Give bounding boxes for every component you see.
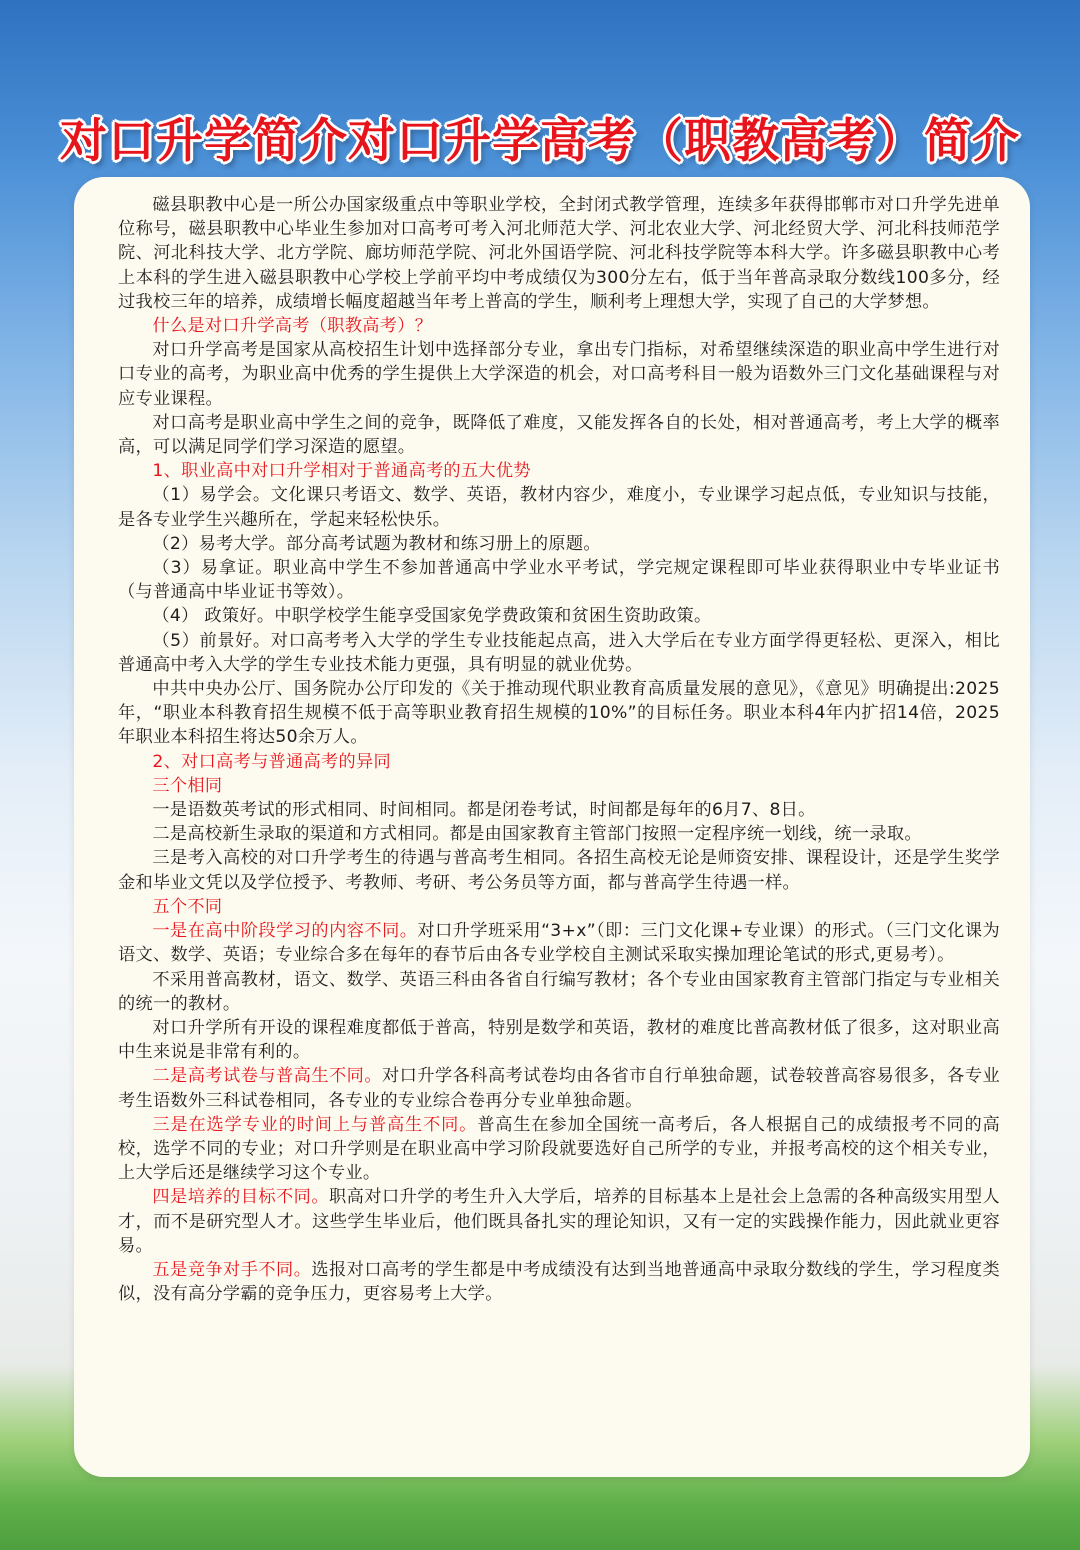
difference-lead-1: 一是在高中阶段学习的内容不同。 xyxy=(152,921,418,942)
difference-item-2 xyxy=(118,1064,1000,1112)
advantage-item-2: （2）易考大学。部分高考试题为教材和练习册上的原题。 xyxy=(152,533,601,554)
competition-paragraph: 对口高考是职业高中学生之间的竞争，既降低了难度，又能发挥各自的长处，相对普通高考，考上大学的概率高，可以满足同学们学习深造的愿望。 xyxy=(118,412,1000,458)
intro-paragraph: 磁县职教中心是一所公办国家级重点中等职业学校，全封闭式教学管理，连续多年获得邯郸市对口升学先进单位称号，磁县职教中心毕业生参加对口高考可考入河北师范大学、河北农业大学、河北经贸大学、河北科技师范学院、河北科技大学、北方学院、廊坊师范学院、河北外国语学院、河北科技学院等本科大学。许多磁县职教中心考上本科的学生进入磁县职教中心学校上学前平均中考成绩仅为300分左右，低于当年普高录取分数线100多分，经过我校三年的培养，成绩增长幅度超越当年考上普高的学生，顺利考上理想大学，实现了自己的大学梦想。 xyxy=(118,195,1000,312)
difference-text-4: 职高对口升学的考生升入大学后，培养的目标基本上是社会上急需的各种高级实用型人才，而不是研究型人才。这些学生毕业后，他们既具备扎实的理论知识，又有一定的实践操作能力，因此就业更容易。 xyxy=(118,1187,1000,1256)
section-heading-what-is: 什么是对口升学高考（职教高考）？ xyxy=(152,316,433,337)
page-title: 对口升学简介对口升学高考（职教高考）简介 xyxy=(60,114,1020,169)
difference-item-1b: 不采用普高教材，语文、数学、英语三科由各省自行编写教材；各个专业由国家教育主管部门指定与专业相关的统一的教材。 xyxy=(118,969,1000,1014)
policy-paragraph: 中共中央办公厅、国务院办公厅印发的《关于推动现代职业教育高质量发展的意见》，《意见》明确提出:2025年，“职业本科教育招生规模不低于高等职业教育招生规模的10%”的目标任务。职业本科4年内扩招14倍，2025年职业本科招生将达50余万人。 xyxy=(118,679,1000,748)
difference-text-5: 选报对口高考的学生都是中考成绩没有达到当地普通高中录取分数线的学生，学习程度类似，没有高分学霸的竞争压力，更容易考上大学。 xyxy=(118,1259,1001,1305)
advantage-item-3: （3）易拿证。职业高中学生不参加普通高中学业水平考试，学完规定课程即可毕业获得职业中专毕业证书（与普通高中毕业证书等效）。 xyxy=(118,558,1000,603)
subheading-five-different: 五个不同 xyxy=(152,896,223,917)
difference-item-3 xyxy=(118,1113,1000,1186)
same-item-1: 一是语数英考试的形式相同、时间相同。都是闭卷考试，时间都是每年的6月7、8日。 xyxy=(152,800,816,821)
difference-text-2: 对口升学各科高考试卷均由各省市自行单独命题，试卷较普高容易很多，各专业考生语数外三科试卷相同，各专业的专业综合卷再分专业单独命题。 xyxy=(118,1066,1000,1111)
difference-text-3: 普高生在参加全国统一高考后，各人根据自己的成绩报考不同的高校，选学不同的专业；对口升学则是在职业高中学习阶段就要选好自己所学的专业，并报考高校的这个相关专业，上大学后还是继续学习这个专业。 xyxy=(118,1114,1000,1184)
difference-text-1: 对口升学班采用“3+x”（即：三门文化课+专业课）的形式。（三门文化课为语文、数学、英语；专业综合多在每年的春节后由各专业学校自主测试采取实操加理论笔试的形式,更易考）。 xyxy=(118,921,1000,966)
same-item-2: 二是高校新生录取的渠道和方式相同。都是由国家教育主管部门按照一定程序统一划线，统一录取。 xyxy=(152,824,922,845)
difference-lead-5: 五是竞争对手不同。 xyxy=(152,1259,312,1280)
difference-item-4 xyxy=(118,1185,1000,1258)
advantage-item-5: （5）前景好。对口高考考入大学的学生专业技能起点高，进入大学后在专业方面学得更轻松、更深入，相比普通高中考入大学的学生专业技术能力更强，具有明显的就业优势。 xyxy=(118,630,1000,675)
subheading-three-same: 三个相同 xyxy=(152,775,223,796)
difference-item-5 xyxy=(118,1258,1000,1306)
difference-lead-4: 四是培养的目标不同。 xyxy=(152,1187,330,1208)
section-heading-comparison: 2、对口高考与普通高考的异同 xyxy=(152,751,391,772)
section-heading-advantages: 1、职业高中对口升学相对于普通高考的五大优势 xyxy=(152,461,531,482)
difference-lead-2: 二是高考试卷与普高生不同。 xyxy=(152,1066,382,1087)
same-item-3: 三是考入高校的对口升学考生的待遇与普高考生相同。各招生高校无论是师资安排、课程设计，还是学生奖学金和毕业文凭以及学位授予、考教师、考研、考公务员等方面，都与普高学生待遇一样。 xyxy=(118,848,1000,893)
difference-item-1 xyxy=(118,919,1000,967)
difference-item-1c: 对口升学所有开设的课程难度都低于普高，特别是数学和英语，教材的难度比普高教材低了很多，这对职业高中生来说是非常有利的。 xyxy=(118,1017,1000,1063)
advantage-item-1: （1）易学会。文化课只考语文、数学、英语，教材内容少，难度小，专业课学习起点低，专业知识与技能，是各专业学生兴趣所在，学起来轻松快乐。 xyxy=(118,485,1000,530)
advantage-item-4: （4） 政策好。中职学校学生能享受国家免学费政策和贫困生资助政策。 xyxy=(152,606,712,627)
definition-paragraph: 对口升学高考是国家从高校招生计划中选择部分专业，拿出专门指标，对希望继续深造的职业高中学生进行对口专业的高考，为职业高中优秀的学生提供上大学深造的机会，对口高考科目一般为语数外三门文化基础课程与对应专业课程。 xyxy=(118,340,1000,409)
difference-lead-3: 三是在选学专业的时间上与普高生不同。 xyxy=(152,1114,478,1135)
content-panel xyxy=(74,177,1030,1477)
